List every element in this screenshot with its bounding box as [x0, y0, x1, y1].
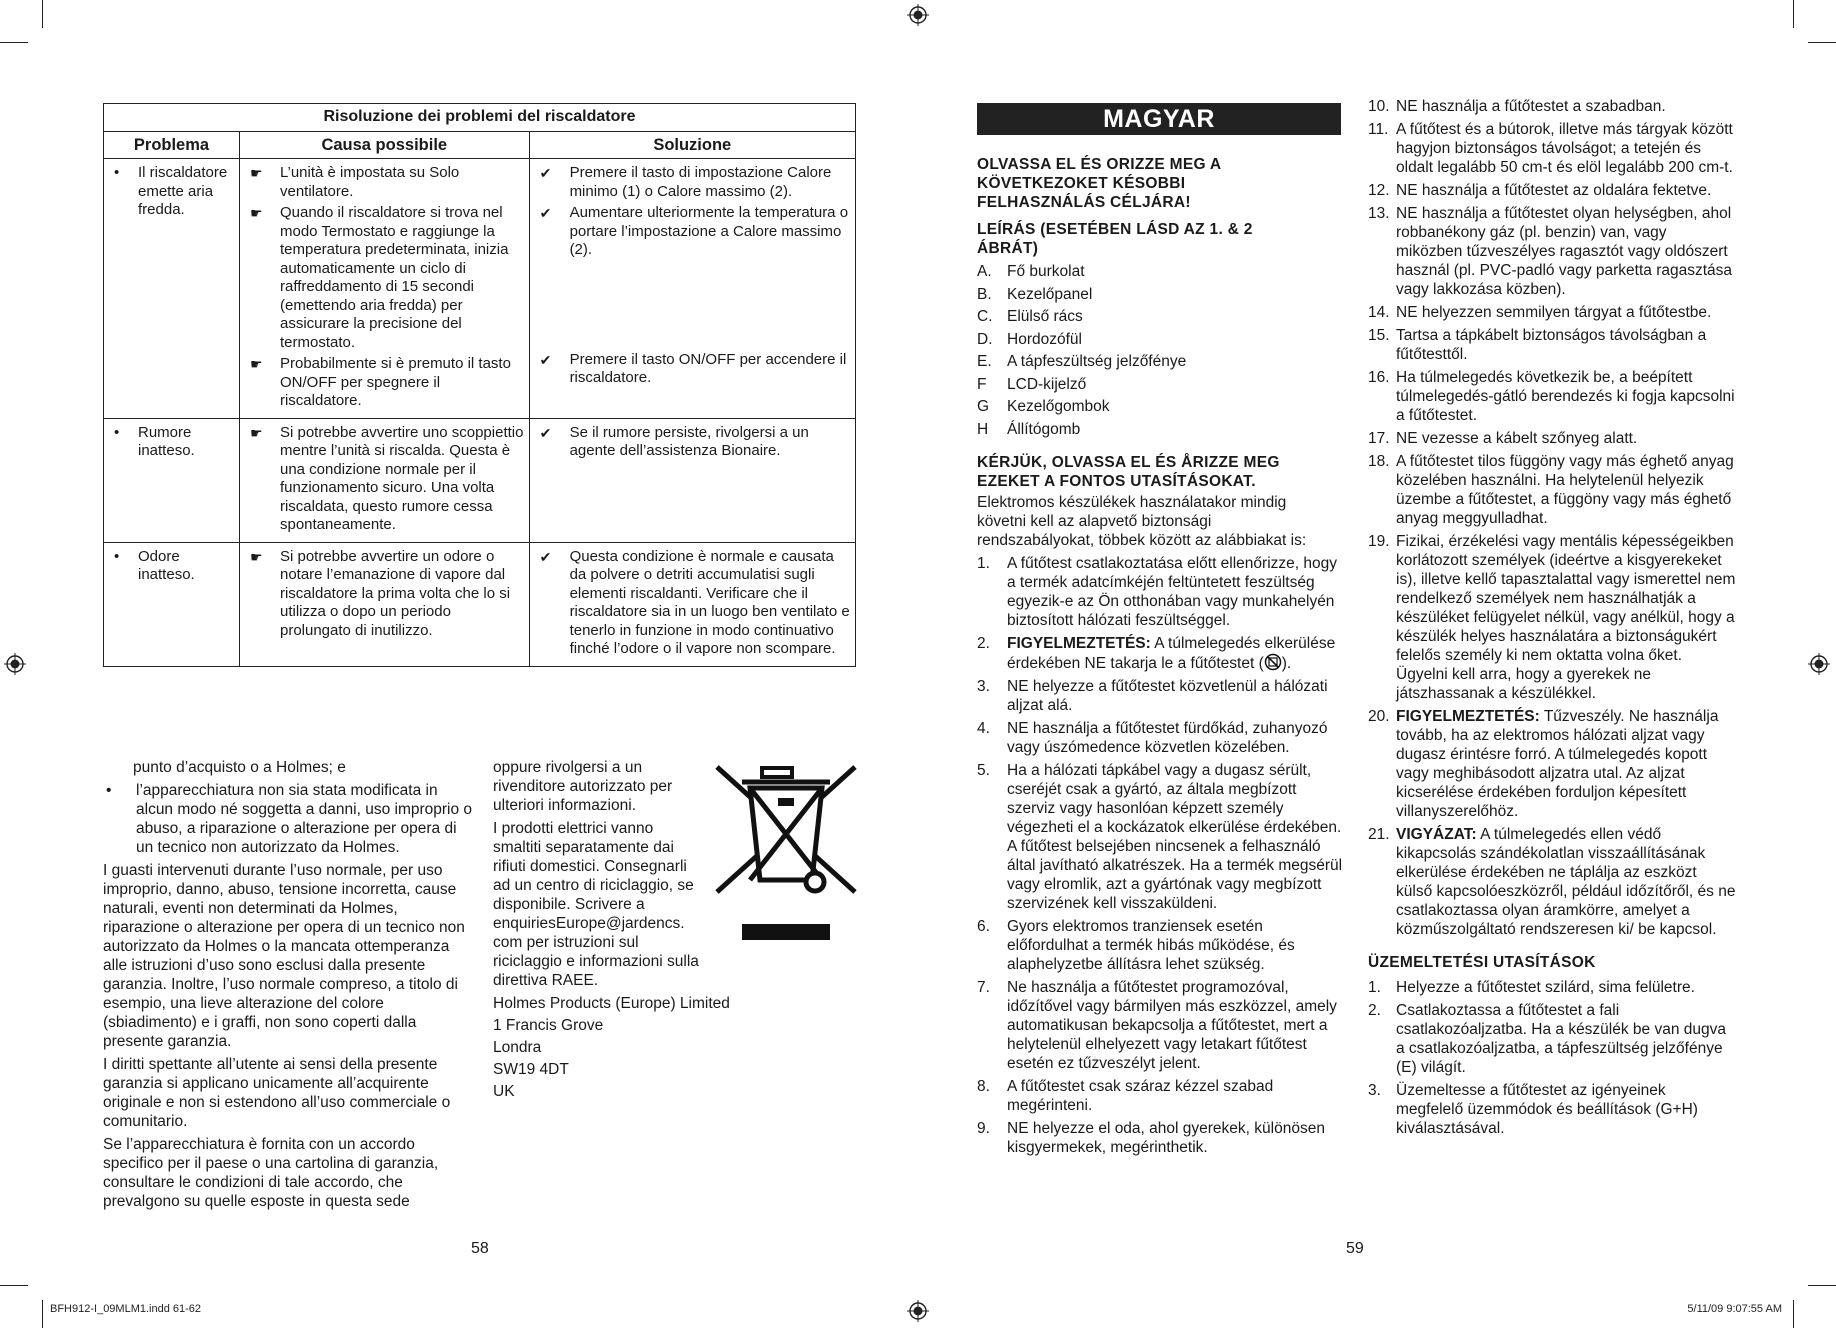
- solution-text: Premere il tasto di impostazione Calore minimo (1) o Calore massimo (2).: [569, 164, 832, 200]
- col-header-solution: Soluzione: [529, 131, 855, 159]
- list-number: 9.: [977, 1119, 990, 1137]
- list-item: [977, 307, 1347, 326]
- troubleshooting-table: [103, 103, 856, 667]
- table-row: [104, 542, 856, 666]
- cause-text: Probabilmente si è premuto il tasto ON/OFF per spegnere il riscaldatore.: [279, 355, 511, 409]
- list-number: 17.: [1368, 430, 1390, 447]
- list-text: NE használja a fűtőtestet olyan helységben, ahol robbanékony gáz (pl. benzin) van, vagy miközben tűzveszélyes ragasztót vagy oldószert használ (pl. PVC-padló vagy parketta ragasztása vagy lakkozása közben).: [1396, 205, 1733, 298]
- list-number: E.: [977, 353, 992, 370]
- checkmark-icon: ✔: [539, 205, 552, 221]
- list-text: Helyezze a fűtőtestet szilárd, sima felületre.: [1396, 979, 1695, 996]
- paragraph: punto d’acquisto o a Holmes; e: [133, 759, 346, 776]
- problem-text: Il riscaldatore emette aria fredda.: [138, 164, 228, 218]
- solution-text: Questa condizione è normale e causata da polvere o detriti accumulatisi sugli elementi riscaldanti. Verificare che il riscaldatore sia in un luogo ben ventilato e tenerlo in funzione in modo continuativo finché l’odore o il vapore non scompare.: [569, 547, 850, 657]
- list-number: A.: [977, 263, 992, 280]
- list-item: [1368, 1001, 1736, 1077]
- solution-text: Premere il tasto ON/OFF per accendere il riscaldatore.: [569, 350, 847, 386]
- list-number: 5.: [977, 761, 990, 779]
- list-item: [1368, 1081, 1736, 1138]
- address-line: SW19 4DT: [493, 1061, 569, 1078]
- list-number: 6.: [977, 917, 990, 935]
- list-number: 10.: [1368, 98, 1390, 115]
- list-item: [977, 719, 1347, 757]
- language-title-bar: MAGYAR: [977, 103, 1341, 135]
- cause-text: Quando il riscaldatore si trova nel modo Termostato e raggiunge la temperatura predeterminata, inizia automaticamente un ciclo di raffreddamento di 15 secondi (emettendo aria fredda) per assicurare la precisione del termostato.: [279, 204, 509, 351]
- list-text: A fűtőtest és a bútorok, illetve más tárgyak között hagyjon biztonságos távolságot; a tetején és oldalt legalább 50 cm-t és elöl legalább 200 cm-t.: [1396, 121, 1733, 176]
- list-number: B.: [977, 285, 992, 303]
- checkmark-icon: ✔: [539, 548, 552, 565]
- list-number: 3.: [1368, 1082, 1381, 1099]
- table-title: Risoluzione dei problemi del riscaldatore: [104, 104, 856, 132]
- warning-label: VIGYÁZAT:: [1396, 826, 1477, 843]
- crop-mark: [0, 42, 28, 43]
- list-item: [977, 677, 1347, 715]
- cause-text: Si potrebbe avvertire uno scoppiettio mentre l’unità si riscalda. Questa è una condizione normale per il funzionamento sicuro. Una volta riscaldata, questo rumore cessa spontaneamente.: [279, 423, 524, 533]
- list-item: [977, 330, 1347, 349]
- solution-text: Aumentare ulteriormente la temperatura o portare l’impostazione a Calore massimo (2).: [569, 204, 849, 258]
- crop-mark: [42, 1300, 43, 1328]
- list-number: 11.: [1368, 121, 1389, 138]
- list-number: 14.: [1368, 304, 1390, 321]
- paragraph: I prodotti elettrici vanno smaltiti separatamente dai rifiuti domestici. Consegnarli ad un centro di riciclaggio, se disponibile. Scrivere a enquiriesEurope@jardencs. com per istruzioni sul riciclaggio e informazioni sulla direttiva RAEE.: [493, 820, 699, 989]
- list-item: [1368, 303, 1736, 322]
- list-item: [977, 420, 1347, 439]
- list-item: [977, 262, 1347, 281]
- list-text: A fűtőtestet csak száraz kézzel szabad megérinteni.: [1007, 1077, 1274, 1114]
- list-number: 15.: [1368, 327, 1390, 344]
- list-item: [1368, 532, 1736, 703]
- paragraph: I diritti spettante all’utente ai sensi della presente garanzia si applicano unicamente all’acquirente originale e non si estendono all’uso commerciale o comunitario.: [103, 1056, 451, 1130]
- list-item: [977, 285, 1347, 304]
- list-item: [977, 761, 1347, 913]
- pointing-hand-icon: ☛: [249, 424, 263, 441]
- intro-paragraph: Elektromos készülékek használatakor mindig követni kell az alapvető biztonsági rendszabályokat, többek között az alábbiakat is:: [977, 493, 1307, 549]
- list-text: NE használja a fűtőtestet fürdőkád, zuhanyozó vagy úszómedence közvetlen közelében.: [1007, 719, 1328, 756]
- bullet-icon: •: [114, 423, 120, 441]
- paragraph: Se l’apparecchiatura è fornita con un accordo specifico per il paese o una cartolina di garanzia, consultare le condizioni di tale accordo, che prevalgono su quelle esposte in questa sede: [103, 1136, 439, 1210]
- crop-mark: [1808, 1285, 1836, 1286]
- table-row: [104, 159, 856, 419]
- list-item: [1368, 452, 1736, 528]
- list-item: [1368, 120, 1736, 177]
- bullet-icon: •: [106, 782, 112, 799]
- bullet-icon: •: [114, 547, 120, 565]
- operating-list: [1368, 978, 1736, 1138]
- list-number: 13.: [1368, 205, 1390, 222]
- list-item: [1368, 429, 1736, 448]
- pointing-hand-icon: ☛: [249, 548, 263, 565]
- list-number: 20.: [1368, 708, 1390, 725]
- address-line: Londra: [493, 1039, 542, 1056]
- list-text: Elülső rács: [1007, 308, 1083, 325]
- weee-crossed-bin-icon: [712, 762, 860, 942]
- list-text: Fizikai, érzékelési vagy mentális képességeikben korlátozott személyek (ideértve a kisgyerekeket is), illetve kellő tapasztalattal vagy ismerettel nem rendelkező személyek nem használhatják a készüléket felügyelet nélkül, vagy anélkül, hogy a készülék helyes használatára a biztonságukért felelős személy ki nem oktatta volna őket. Ügyelni kell arra, hogy a gyerekek ne játszhassanak a készülékkel.: [1396, 533, 1736, 702]
- list-number: 18.: [1368, 453, 1390, 470]
- list-text: NE helyezzen semmilyen tárgyat a fűtőtestbe.: [1396, 304, 1712, 321]
- list-text: NE helyezze a fűtőtestet közvetlenül a hálózati aljzat alá.: [1007, 677, 1328, 714]
- registration-mark-icon: [4, 653, 26, 675]
- list-number: 1.: [977, 554, 990, 572]
- crop-mark: [42, 0, 43, 28]
- registration-mark-icon: [907, 4, 929, 26]
- list-item: [1368, 181, 1736, 200]
- list-item: [1368, 707, 1736, 821]
- list-text: A túlmelegedés ellen védő kikapcsolás szándékolatlan visszaállításának elkerülése érdekében ne táplálja az eszközt külső kapcsolóeszközről, például időzítőről, és ne csatlakoztassa olyan áramkörre, amelyet a közműszolgáltató rendszeresen ki/ be kapcsol.: [1396, 826, 1736, 938]
- list-item: [1368, 97, 1736, 116]
- paragraph: oppure rivolgersi a un rivenditore autorizzato per ulteriori informazioni.: [493, 759, 673, 814]
- list-item: [977, 634, 1347, 673]
- list-text: Csatlakoztassa a fűtőtestet a fali csatlakozóaljzatba. Ha a készülék be van dugva a csatlakozóaljzatba, a tápfeszültség jelzőfénye (E) világít.: [1396, 1002, 1727, 1076]
- list-text: NE helyezze el oda, ahol gyerekek, különösen kisgyermekek, megérinthetik.: [1007, 1119, 1325, 1156]
- list-number: 4.: [977, 719, 990, 737]
- list-text: Kezelőpanel: [1007, 285, 1093, 303]
- list-text: Gyors elektromos tranziensek esetén előfordulhat a termék hibás működése, és alaphelyzetbe állításra lehet szükség.: [1007, 917, 1295, 973]
- col-header-cause: Causa possibile: [239, 131, 529, 159]
- checkmark-icon: ✔: [539, 165, 552, 181]
- list-number: H: [977, 420, 989, 438]
- list-text: Ha a hálózati tápkábel vagy a dugasz sérült, cseréjét csak a gyártó, az általa megbízott szerviz vagy hasonlóan képzett személy végezheti el a kockázatok elkerülése érdekében. A fűtőtest belsejében nincsenek a felhasználó által javítható alkatrészek. Ha a termék megsérül vagy elromlik, azt a gyártónak vagy megbízott szervizének kell visszaküldeni.: [1007, 761, 1343, 912]
- list-text: Hordozófül: [1007, 330, 1082, 348]
- list-item: [1368, 978, 1736, 997]
- crop-mark: [1808, 42, 1836, 43]
- list-item: [977, 397, 1347, 416]
- list-item: [977, 375, 1347, 394]
- parts-list: [977, 262, 1347, 439]
- paragraph: I guasti intervenuti durante l’uso normale, per uso improprio, danno, abuso, tensione incorretta, cause naturali, eventi non determinati da Holmes, riparazione o alterazione per opera di un tecnico non autorizzato da Holmes o la mancata ottemperanza alle istruzioni d’uso sono esclusi dalla presente garanzia. Inoltre, l’uso normale compreso, a titolo di esempio, una lieve alterazione del colore (sbiadimento) e i graffi, non sono coperti dalla presente garanzia.: [103, 862, 465, 1050]
- list-text: Üzemeltesse a fűtőtestet az igényeinek megfelelő üzemmódok és beállítások (G+H) kiválasztásával.: [1396, 1082, 1698, 1137]
- crop-mark: [1793, 0, 1794, 28]
- list-text: Kezelőgombok: [1007, 398, 1110, 415]
- list-item: [977, 1119, 1347, 1157]
- page-number-right: 59: [1346, 1240, 1364, 1257]
- list-number: C.: [977, 308, 993, 325]
- section-heading: KÉRJÜK, OLVASSA EL ÉS ÅRIZZE MEG EZEKET A FONTOS UTASÍTÁSOKAT.: [977, 453, 1280, 490]
- problem-text: Odore inatteso.: [138, 547, 195, 583]
- list-text: Tartsa a tápkábelt biztonságos távolságban a fűtőtesttől.: [1396, 327, 1707, 363]
- list-item: [977, 554, 1347, 630]
- list-text: LCD-kijelző: [1007, 375, 1087, 393]
- list-text: Ne használja a fűtőtestet programozóval, időzítővel vagy bármilyen más eszközzel, amely automatikusan bekapcsolja a fűtőtestet, mert a helytelenül elhelyezett vagy letakart fűtőtest esetén ez tűzveszélyt jelent.: [1007, 978, 1337, 1072]
- footer-timestamp: 5/11/09 9:07:55 AM: [1687, 1303, 1782, 1315]
- safety-list: [1368, 97, 1736, 939]
- table-row: [104, 418, 856, 542]
- address-line: 1 Francis Grove: [493, 1017, 604, 1034]
- list-item: [977, 1077, 1347, 1115]
- address-line: Holmes Products (Europe) Limited: [493, 995, 730, 1012]
- list-number: 2.: [1368, 1002, 1381, 1019]
- checkmark-icon: ✔: [539, 351, 552, 368]
- address-line: UK: [493, 1083, 515, 1100]
- list-item: [977, 917, 1347, 974]
- list-text: Tűzveszély. Ne használja tovább, ha az elektromos hálózati aljzat vagy dugasz érintésre forró. A túlmelegedés kopott vagy meghibásodott aljzatra utal. Az aljzat kicserélése érdekében forduljon képesített villanyszerelőhöz.: [1396, 708, 1719, 820]
- warranty-text-column: [103, 758, 475, 1215]
- footer-filename: BFH912-I_09MLM1.indd 61-62: [50, 1303, 202, 1315]
- list-number: 3.: [977, 677, 990, 695]
- registration-mark-icon: [907, 1300, 929, 1322]
- list-text: A fűtőtest csatlakoztatása előtt ellenőrizze, hogy a termék adatcímkéjén feltüntetett feszültség egyezik-e az Ön otthonában vagy munkahelyén biztosított hálózati feszültséggel.: [1007, 554, 1337, 629]
- list-number: 1.: [1368, 979, 1381, 996]
- solution-text: Se il rumore persiste, rivolgersi a un agente dell’assistenza Bionaire.: [569, 423, 809, 459]
- list-number: F: [977, 375, 987, 393]
- list-text: A tápfeszültség jelzőfénye: [1007, 353, 1187, 370]
- list-item: [1368, 825, 1736, 939]
- section-heading: OLVASSA EL ÉS ORIZZE MEG A KÖVETKEZOKET KÉSOBBI FELHASZNÁLÁS CÉLJÁRA!: [977, 156, 1221, 211]
- list-number: D.: [977, 330, 993, 348]
- list-number: 19.: [1368, 533, 1390, 550]
- list-number: 7.: [977, 978, 990, 996]
- bullet-icon: •: [114, 164, 120, 181]
- crop-mark: [0, 1285, 28, 1286]
- safety-column-2: [1368, 97, 1736, 1142]
- section-heading: ÜZEMELTETÉSI UTASÍTÁSOK: [1368, 954, 1596, 971]
- section-heading: LEÍRÁS (ESETÉBEN LÁSD AZ 1. & 2 ÁBRÁT): [977, 221, 1253, 257]
- list-item: [1368, 326, 1736, 364]
- registration-mark-icon: [1808, 653, 1830, 675]
- warning-label: FIGYELMEZTETÉS:: [1007, 634, 1151, 652]
- col-header-problem: Problema: [104, 131, 240, 159]
- do-not-cover-icon: [1264, 653, 1282, 671]
- crop-mark: [1793, 1300, 1794, 1328]
- list-number: 21.: [1368, 826, 1390, 843]
- pointing-hand-icon: ☛: [249, 165, 263, 181]
- list-text: Fő burkolat: [1007, 263, 1085, 280]
- list-text: NE vezesse a kábelt szőnyeg alatt.: [1396, 430, 1638, 447]
- safety-column-1: [977, 155, 1347, 1161]
- warning-label: FIGYELMEZTETÉS:: [1396, 708, 1540, 725]
- pointing-hand-icon: ☛: [249, 205, 263, 221]
- list-text: A túlmelegedés elkerülése érdekében NE takarja le a fűtőtestet (: [1007, 634, 1336, 672]
- safety-list: [977, 554, 1347, 1157]
- page-number-left: 58: [471, 1240, 489, 1257]
- checkmark-icon: ✔: [539, 424, 552, 441]
- list-item: [977, 352, 1347, 371]
- list-item: [977, 978, 1347, 1073]
- cause-text: Si potrebbe avvertire un odore o notare l’emanazione di vapore dal riscaldatore la prima volta che lo si utilizza o dopo un periodo prolungato di inutilizzo.: [279, 547, 511, 639]
- bullet-text: l’apparecchiatura non sia stata modificata in alcun modo né soggetta a danni, uso improprio o abuso, a riparazione o alterazione per opera di un tecnico non autorizzato da Holmes.: [136, 782, 473, 856]
- list-number: 16.: [1368, 369, 1390, 386]
- list-text-tail: ).: [1281, 654, 1292, 672]
- list-number: 2.: [977, 634, 990, 652]
- list-number: 12.: [1368, 182, 1390, 199]
- problem-text: Rumore inatteso.: [138, 423, 195, 459]
- cause-text: L’unità è impostata su Solo ventilatore.: [279, 164, 460, 200]
- list-text: Ha túlmelegedés következik be, a beépített túlmelegedés-gátló berendezés ki fogja kapcsolni a fűtőtestet.: [1396, 369, 1735, 424]
- list-text: A fűtőtestet tilos függöny vagy más éghető anyag közelében használni. Ha helytelenül helyezik üzembe a fűtőtestet, a függöny vagy más éghető anyag meggyulladhat.: [1396, 453, 1734, 527]
- list-number: 8.: [977, 1077, 990, 1095]
- pointing-hand-icon: ☛: [249, 356, 263, 372]
- list-text: NE használja a fűtőtestet az oldalára fektetve.: [1396, 182, 1712, 199]
- list-text: NE használja a fűtőtestet a szabadban.: [1396, 98, 1666, 115]
- list-item: [1368, 204, 1736, 299]
- list-text: Állítógomb: [1007, 420, 1081, 438]
- list-item: [1368, 368, 1736, 425]
- list-number: G: [977, 398, 990, 415]
